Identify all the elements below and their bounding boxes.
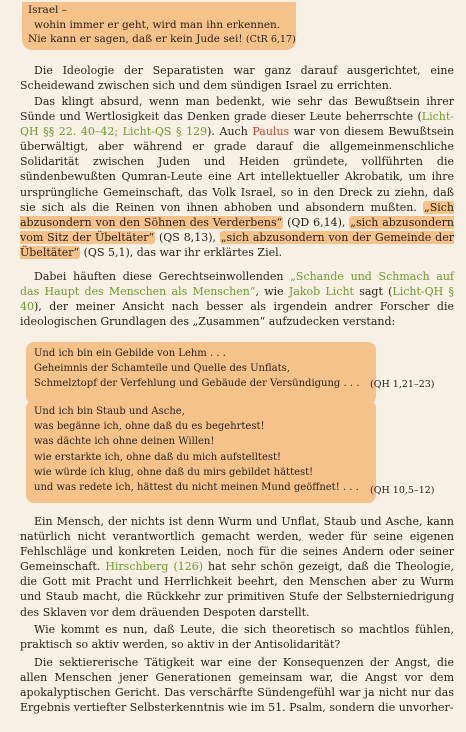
highlight-quote-3: „sich abzusondern von der Gemeinde der Übeltäter“ bbox=[20, 230, 454, 259]
epigraph-reference: (CtR 6,17) bbox=[245, 34, 296, 45]
epigraph-line-1: Israel – bbox=[28, 4, 67, 16]
author-licht: Jakob Licht bbox=[288, 285, 354, 299]
name-paulus: Paulus bbox=[252, 125, 290, 139]
paragraph-4: Ein Mensch, der nichts ist denn Wurm und Unflat, Staub und Asche, kann natürlich nicht verantwortlich gemacht werden, weder für seine eigenen Fehlschläge und konkreten Leiden, noch für die seines Andern oder seiner Gemeinschaft. Hirschberg (126) hat sehr schön gezeigt, daß die Theologie, die Gott mit Pracht und Herrlichkeit beehrt, den Menschen aber zu Wurm und Staub macht, die Rückkehr zur primitiven Stufe der Selbsterniedrigung des Sklaven vor dem dräuenden Despoten darstellt. bbox=[20, 515, 454, 619]
citation-licht-qh: Licht-QH § 40 bbox=[20, 285, 454, 314]
quote-box-1 bbox=[26, 342, 376, 404]
paragraph-5: Wie kommt es nun, daß Leute, die sich theoretisch so machtlos fühlen, praktisch so aktiv werden, so aktiv in der Antisolidarität? bbox=[20, 623, 454, 652]
quote-box-2 bbox=[26, 400, 376, 503]
epigraph-line-3: Nie kann er sagen, daß er kein Jude sei! bbox=[28, 33, 243, 45]
quote-box-2-line: wie erstarkte ich, ohne daß du mich aufstelltest! bbox=[34, 451, 282, 463]
epigraph-line-2: wohin immer er geht, wird man ihn erkennen. bbox=[34, 18, 281, 31]
quote-box-1-reference: (QH 1,21–23) bbox=[370, 379, 435, 390]
quote-box-2-line: und was redete ich, hättest du nicht meinen Mund geöffnet! . . . bbox=[34, 482, 359, 494]
quote-box-2-line: Und ich bin Staub und Asche, bbox=[34, 406, 185, 417]
quote-box-1-line: Geheimnis der Schamteile und Quelle des Unflats, bbox=[34, 363, 290, 375]
paragraph-2: Das klingt absurd, wenn man bedenkt, wie sehr das Bewußtsein ihrer Sünde und Wertlosigkeit das Denken grade dieser Leute beherrschte (Licht-QH §§ 22. 40–42; Licht-QS § 129). Auch Paulus war von diesem Bewußtsein überwältigt, aber während er grade darauf die allgemeinmenschliche Solidarität zwischen Juden und Heiden gründete, vollführten die sündenbewußten Qumran-Leute eine Art intellektueller Akrobatik, um ihre ursprüngliche Gemeinschaft, das Volk Israel, so in den Dreck zu ziehn, daß sie sich als die Reinen von ihnen abhoben und absondern mußten. „Sich abzusondern von den Söhnen des Verderbens“ (QD 6,14), „sich abzusondern vom Sitz der Übeltäter“ (QS 8,13), „sich abzusondern von der Gemeinde der Übeltäter“ (QS 5,1), das war ihr erklärtes Ziel. bbox=[20, 95, 454, 259]
quote-box-2-reference: (QH 10,5–12) bbox=[370, 485, 435, 496]
citation-hirschberg: Hirschberg (126) bbox=[105, 560, 204, 574]
epigraph-highlight bbox=[22, 2, 296, 50]
quote-box-2-line: was dächte ich ohne deinen Willen! bbox=[34, 436, 215, 448]
quote-box-1-line: Und ich bin ein Gebilde von Lehm . . . bbox=[34, 348, 226, 359]
green-quote: „Schande und Schmach auf das Haupt des Menschen als Menschen“ bbox=[20, 270, 455, 299]
paragraph-1: Die Ideologie der Separatisten war ganz darauf ausgerichtet, eine Scheidewand zwischen sich und dem sündigen Israel zu errichten. bbox=[20, 64, 454, 93]
citation-licht: Licht-QH §§ 22. 40–42; Licht-QS § 129 bbox=[20, 110, 454, 139]
quote-box-2-line: wie würde ich klug, ohne daß du mirs gebildet hättest! bbox=[34, 466, 314, 478]
paragraph-6: Die sektiererische Tätigkeit war eine der Konsequenzen der Angst, die allen Menschen jener Generationen gemeinsam war, die Angst vor dem apokalyptischen Gericht. Das verschärfte Sündengefühl war ja nicht nur das Ergebnis vertiefter Selbsterkenntnis wie im 51. Psalm, sondern die unvorher- bbox=[20, 656, 454, 715]
quote-box-1-line: Schmelztopf der Verfehlung und Gebäude der Versündigung . . . bbox=[34, 378, 360, 390]
paragraph-3: Dabei häuften diese Gerechtseinwollenden „Schande und Schmach auf das Haupt des Menschen als Menschen“, wie Jakob Licht sagt (Licht-QH § 40), der meiner Ansicht nach besser als irgendein andrer Forscher die ideologischen Grundlagen des „Zusammen“ aufzudecken verstand: bbox=[20, 270, 455, 329]
quote-box-2-line: was begänne ich, ohne daß du es begehrtest! bbox=[34, 421, 265, 433]
highlight-quote-2: „sich abzusondern vom Sitz der Übeltäter“ bbox=[20, 215, 454, 244]
highlight-quote-1: „Sich abzusondern von den Söhnen des Verderbens“ bbox=[20, 200, 454, 229]
